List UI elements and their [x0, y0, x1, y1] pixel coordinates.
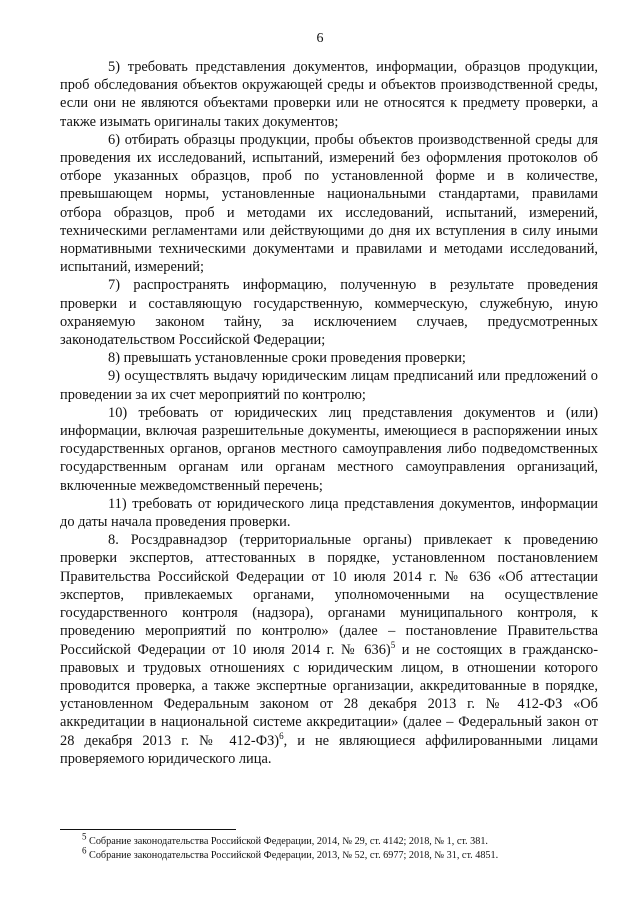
footnote-ref-6: 6	[279, 730, 284, 741]
paragraph-item-8: 8) превышать установленные сроки проведения проверки;	[108, 350, 466, 367]
footnote-text: Собрание законодательства Российской Федерации, 2014, № 29, ст. 4142; 2018, № 1, ст. 381.	[89, 836, 488, 847]
paragraph-item-10: 10) требовать от юридических лиц представления документов и (или) информации, включая разрешительные документы, имеющиеся в распоряжении иных государственных органов, органов местного самоуправления либо подведомственных государственным органам или органам местного самоуправления организаций, включенные межведомственный перечень;	[60, 404, 598, 494]
footnote-ref-5: 5	[390, 639, 396, 650]
paragraph-item-6: 6) отбирать образцы продукции, пробы объектов производственной среды для проведения их исследований, испытаний, измерений без оформления протоколов об отборе указанных образцов, проб по установленной форме и в количестве, превышающем нормы, установленные национальными стандартами, правилами отбора образцов, проб и методами их исследований, испытаний, измерений, техническими регламентами или действующими до дня их вступления в силу иными нормативными техническими документами и правилами и методами исследований, испытаний, измерений;	[60, 131, 598, 276]
paragraph-item-9: 9) осуществлять выдачу юридическим лицам предписаний или предложений о проведении за их счет мероприятий по контролю;	[60, 368, 598, 403]
footnote-text: Собрание законодательства Российской Федерации, 2013, № 52, ст. 6977; 2018, № 31, ст. 4851.	[89, 850, 499, 861]
document-body	[60, 58, 598, 768]
paragraph-section-8-part-1: 8. Росздравнадзор (территориальные органы) привлекает к проведению проверки экспертов, аттестованных в порядке, установленном постановлением Правительства Российской Федерации от 10 июля 2014 г. № 636 «Об аттестации экспертов, привлекаемых органами, уполномоченными на осуществление государственного контроля (надзора), органами муниципального контроля, к проведению мероприятий по контролю» (далее – постановление Правительства Российской Федерации от 10 июля 2014 г. № 636)	[60, 532, 598, 658]
footnote-6	[60, 845, 598, 863]
footnotes	[60, 831, 598, 863]
footnote-separator	[60, 829, 236, 830]
footnote-marker: 5	[82, 831, 87, 842]
paragraph-item-7: 7) распространять информацию, полученную в результате проведения проверки и составляющую государственную, коммерческую, служебную, иную охраняемую законом тайну, за исключением случаев, предусмотренных законодательством Российской Федерации;	[60, 277, 598, 349]
page-number: 6	[316, 31, 324, 46]
footnote-5	[60, 831, 598, 849]
paragraph-section-8-part-2: и не состоящих в гражданско-правовых и трудовых отношениях с юридическим лицом, в отношении которого проводится проверка, а также экспертные организации, аккредитованные в порядке, установленном Федеральным законом от 28 декабря 2013 г. № 412-ФЗ «Об аккредитации в национальной системе аккредитации» (далее – Федеральный закон от 28 декабря 2013 г. № 412-ФЗ)	[60, 641, 598, 749]
paragraph-section-8-part-3: , и не являющиеся аффилированными лицами проверяемого юридического лица.	[60, 732, 598, 767]
paragraph-item-5: 5) требовать представления документов, информации, образцов продукции, проб обследования объектов окружающей среды и объектов производственной среды, если они не являются объектами проверки или не относятся к предмету проверки, а также изымать оригиналы таких документов;	[60, 59, 598, 130]
paragraph-section-8	[60, 531, 598, 768]
footnote-marker: 6	[82, 845, 87, 856]
paragraph-item-11: 11) требовать от юридического лица представления документов, информации до даты начала проведения проверки.	[60, 495, 598, 531]
